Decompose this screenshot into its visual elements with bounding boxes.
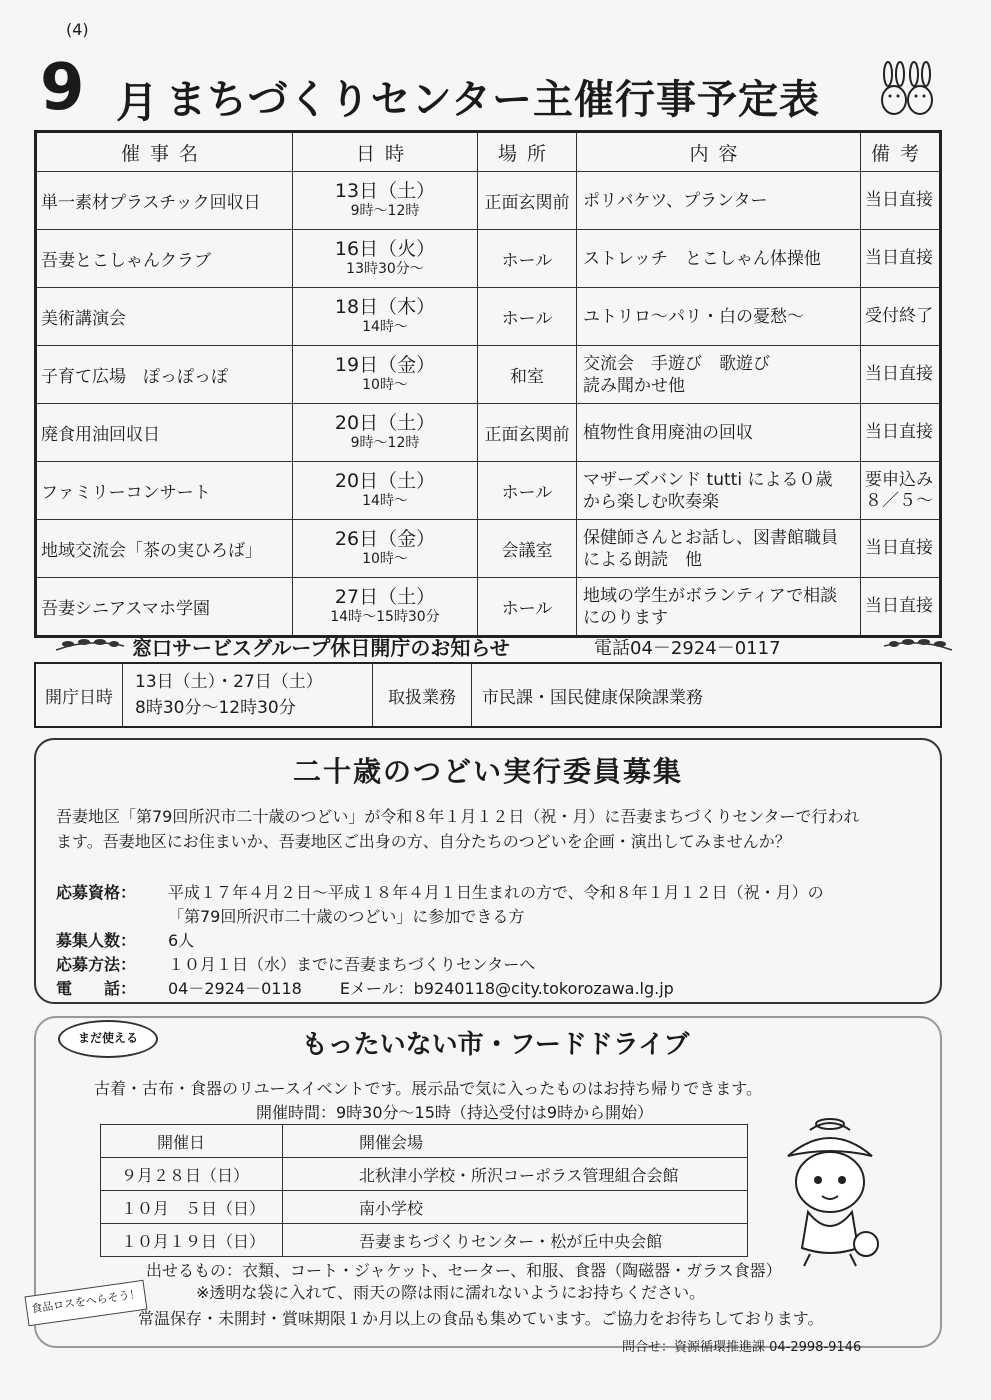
content-line: 読み聞かせ他: [583, 375, 685, 396]
count-value: 6人: [168, 931, 195, 950]
eligibility-row: [56, 880, 824, 903]
event-place: 会議室: [478, 520, 577, 578]
event-content: [577, 578, 861, 637]
leaf-ornament-icon: [54, 634, 126, 656]
event-name: 地域交流会「茶の実ひろば」: [36, 520, 293, 578]
event-name: ファミリーコンサート: [36, 462, 293, 520]
event-time: 14時～: [362, 492, 408, 509]
open-dates: 13日（土）・27日（土）: [135, 672, 323, 692]
event-note: [861, 288, 941, 346]
food-loss-stamp: 食品ロスをへらそう！: [24, 1280, 147, 1326]
leaf-ornament-icon: [882, 634, 954, 656]
event-datetime: [293, 578, 478, 637]
content-line: 地域の学生がボランティアで相談: [583, 585, 838, 606]
reuse-badge: まだ使える: [58, 1020, 158, 1058]
event-time: 14時～: [362, 318, 408, 335]
event-note: [861, 404, 941, 462]
event-date: 20日（土）: [334, 469, 436, 492]
event-name: 吾妻シニアスマホ学園: [36, 578, 293, 637]
content-line: にのります: [583, 607, 668, 628]
event-place: 和室: [478, 346, 577, 404]
page-number: (4): [66, 20, 89, 39]
food-drive-time: 開催時間：9時30分～15時（持込受付は9時から開始）: [256, 1103, 654, 1122]
event-content: [577, 230, 861, 288]
note-line: 当日直接: [865, 538, 933, 558]
table-row: [101, 1224, 748, 1257]
phone-value: 04－2924－0118: [168, 979, 302, 998]
event-name: 吾妻とこしゃんクラブ: [36, 230, 293, 288]
method-row: [56, 952, 535, 975]
accepted-items: 出せるもの：衣類、コート・ジャケット、セーター、和服、食器（陶磁器・ガラス食器）: [146, 1261, 782, 1280]
event-name: 単一素材プラスチック回収日: [36, 172, 293, 230]
event-time: 13時30分～: [346, 260, 424, 277]
method-value: １０月１日（水）までに吾妻まちづくりセンターへ: [168, 955, 536, 974]
phone-row: [56, 976, 674, 999]
event-date: 20日（土）: [334, 411, 436, 434]
contact-info: 問合せ：資源循環推進課 04-2998-9146: [622, 1340, 862, 1355]
events-table-header: [36, 132, 941, 172]
event-note: [861, 172, 941, 230]
event-place: ホール: [478, 578, 577, 637]
service-hours-table: [34, 662, 942, 728]
count-label: 募集人数：: [56, 931, 137, 950]
event-date: 26日（金）: [334, 527, 436, 550]
event-time: 10時～: [362, 550, 408, 567]
event-datetime: [293, 462, 478, 520]
event-note: [861, 230, 941, 288]
recruitment-box: [34, 738, 942, 1004]
header-venue-place: 開催会場: [283, 1125, 748, 1158]
business-label: 取扱業務: [373, 663, 472, 727]
event-time: 10時～: [362, 376, 408, 393]
header-content: 内容: [577, 132, 861, 172]
table-row: [35, 663, 941, 727]
email-value: Eメール：b9240118@city.tokorozawa.lg.jp: [339, 979, 674, 998]
header-datetime: 日時: [293, 132, 478, 172]
event-date: 19日（金）: [334, 353, 436, 376]
event-place: 正面玄関前: [478, 172, 577, 230]
month-number: 9: [40, 51, 85, 125]
event-note: [861, 346, 941, 404]
intro-line: ます。吾妻地区にお住まいか、吾妻地区ご出身の方、自分たちのつどいを企画・演出してみませんか？: [56, 832, 791, 851]
header-note: 備考: [861, 132, 941, 172]
food-drive-title: もったいない市・フードドライブ: [301, 1030, 690, 1060]
food-drive-lead: 古着・古布・食器のリユースイベントです。展示品で気に入ったものはお持ち帰りできます。: [94, 1079, 763, 1098]
event-date: 13日（土）: [334, 179, 436, 202]
eligibility-row-2: 「第79回所沢市二十歳のつどい」に参加できる方: [168, 907, 525, 926]
event-content: [577, 172, 861, 230]
service-notice-phone: 電話04－2924－0117: [594, 638, 781, 659]
content-line: 保健師さんとお話し、図書館職員: [583, 527, 838, 548]
events-table: [34, 130, 942, 638]
count-row: [56, 928, 194, 951]
note-line: 当日直接: [865, 422, 933, 442]
event-content: [577, 346, 861, 404]
event-place: ホール: [478, 288, 577, 346]
content-line: ユトリロ～パリ・白の憂愁～: [583, 306, 804, 327]
event-place: 正面玄関前: [478, 404, 577, 462]
content-line: マザーズバンド tutti による０歳: [583, 469, 833, 490]
content-line: 交流会 手遊び 歌遊び: [583, 353, 770, 374]
event-date: 27日（土）: [334, 585, 436, 608]
event-time: 9時～12時: [350, 434, 420, 451]
service-notice-header: [40, 630, 956, 664]
event-content: [577, 520, 861, 578]
eligibility-label: 応募資格：: [56, 883, 137, 902]
venue-date: １０月 ５日（日）: [101, 1191, 283, 1224]
table-row: [101, 1191, 748, 1224]
note-line: 当日直接: [865, 248, 933, 268]
event-note: [861, 462, 941, 520]
table-row: [36, 172, 941, 230]
eligibility-value: 平成１７年４月２日～平成１８年４月１日生まれの方で、令和８年１月１２日（祝・月）の: [168, 883, 824, 902]
event-note: [861, 578, 941, 637]
note-line: 当日直接: [865, 596, 933, 616]
note-line: 当日直接: [865, 364, 933, 384]
venue-date: １０月１９日（日）: [101, 1224, 283, 1257]
table-row: [36, 520, 941, 578]
page-title: まちづくりセンター主催行事予定表: [166, 77, 820, 123]
rabbit-icon: [872, 60, 942, 120]
venues-table: [100, 1124, 748, 1257]
month-label: 月: [116, 78, 159, 127]
content-line: ストレッチ とこしゃん体操他: [583, 248, 821, 269]
venues-table-header: [101, 1125, 748, 1158]
open-datetime: [123, 663, 373, 727]
event-name: 子育て広場 ぽっぽっぽ: [36, 346, 293, 404]
venue-date: ９月２８日（日）: [101, 1158, 283, 1191]
venue-place: 北秋津小学校・所沢コーポラス管理組合会館: [283, 1158, 748, 1191]
service-notice-title: 窓口サービスグループ休日開庁のお知らせ: [132, 636, 510, 660]
intro-line: 吾妻地区「第79回所沢市二十歳のつどい」が令和８年１月１２日（祝・月）に吾妻まちづくりセンターで行われ: [56, 807, 860, 826]
event-name: 美術講演会: [36, 288, 293, 346]
table-row: [36, 288, 941, 346]
event-datetime: [293, 230, 478, 288]
event-place: ホール: [478, 462, 577, 520]
bag-note: ※透明な袋に入れて、雨天の際は雨に濡れないようにお持ちください。: [196, 1283, 706, 1302]
table-row: [36, 578, 941, 637]
page-header: [34, 52, 964, 130]
table-row: [101, 1158, 748, 1191]
content-line: から楽しむ吹奏楽: [583, 491, 719, 512]
table-row: [36, 230, 941, 288]
header-venue-date: 開催日: [101, 1125, 283, 1158]
food-collection-note: 常温保存・未開封・賞味期限１か月以上の食品も集めています。ご協力をお待ちしております。: [138, 1309, 824, 1328]
header-place: 場所: [478, 132, 577, 172]
note-line: 当日直接: [865, 190, 933, 210]
method-label: 応募方法：: [56, 955, 137, 974]
content-line: ポリバケツ、プランター: [583, 190, 768, 211]
event-datetime: [293, 520, 478, 578]
content-line: 植物性食用廃油の回収: [583, 422, 753, 443]
event-datetime: [293, 346, 478, 404]
event-datetime: [293, 288, 478, 346]
venue-place: 南小学校: [283, 1191, 748, 1224]
table-row: [36, 346, 941, 404]
open-label: 開庁日時: [35, 663, 123, 727]
event-note: [861, 520, 941, 578]
event-content: [577, 462, 861, 520]
event-place: ホール: [478, 230, 577, 288]
note-line: 要申込み: [865, 469, 933, 490]
table-row: [36, 404, 941, 462]
recruitment-title: 二十歳のつどい実行委員募集: [292, 755, 683, 788]
event-time: 14時～15時30分: [330, 608, 440, 625]
open-hours: 8時30分～12時30分: [135, 698, 296, 718]
recruitment-intro: [56, 804, 926, 854]
event-date: 16日（火）: [334, 237, 436, 260]
note-line: ８／５～: [865, 490, 933, 511]
phone-label: 電 話：: [56, 979, 137, 998]
table-row: [36, 462, 941, 520]
event-content: [577, 404, 861, 462]
mascot-character-icon: [770, 1116, 890, 1268]
business-departments: 市民課・国民健康保険課業務: [472, 663, 942, 727]
venue-place: 吾妻まちづくりセンター・松が丘中央会館: [283, 1224, 748, 1257]
content-line: による朗読 他: [583, 549, 702, 570]
event-content: [577, 288, 861, 346]
event-datetime: [293, 404, 478, 462]
event-date: 18日（木）: [334, 295, 436, 318]
event-datetime: [293, 172, 478, 230]
header-event-name: 催事名: [36, 132, 293, 172]
event-time: 9時～12時: [350, 202, 420, 219]
event-name: 廃食用油回収日: [36, 404, 293, 462]
note-line: 受付終了: [865, 306, 933, 326]
